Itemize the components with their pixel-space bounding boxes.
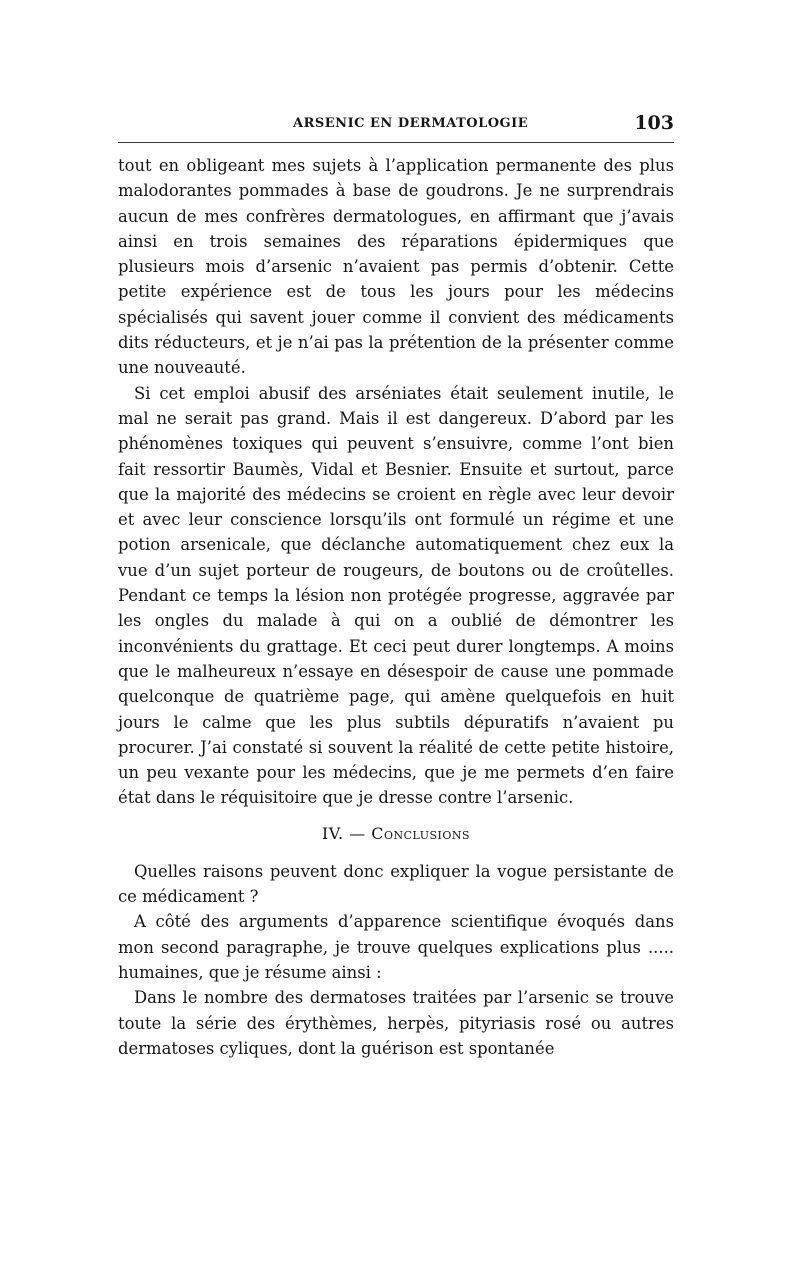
- book-page: [118, 112, 674, 1061]
- running-header: [118, 112, 674, 143]
- body-text: [118, 153, 674, 1061]
- paragraph-continued: tout en obligeant mes sujets à l’application permanente des plus malodorantes pommades à base de goudrons. Je ne surprendrais aucun de mes confrères dermatologues, en affirmant que j’avais ainsi en trois semaines des réparations épidermiques que plusieurs mois d’arsenic n’avaient pas permis d’obtenir. Cette petite expérience est de tous les jours pour les médecins spécialisés qui savent jouer comme il convient des médicaments dits réducteurs, et je n’ai pas la prétention de la présenter comme une nouveauté.: [118, 156, 674, 378]
- section-number: IV. —: [321, 823, 366, 843]
- paragraph-explanations: A côté des arguments d’apparence scientifique évoqués dans mon second paragraphe, je trouve quelques explications plus ..... humaines, que je résume ainsi :: [118, 912, 674, 982]
- section-heading: [118, 821, 674, 847]
- paragraph-question: Quelles raisons peuvent donc expliquer la vogue persistante de ce médicament ?: [118, 861, 674, 907]
- running-title: ARSENIC EN DERMATOLOGIE: [293, 116, 529, 131]
- paragraph-arseniates: Si cet emploi abusif des arséniates était seulement inutile, le mal ne serait pas grand. Mais il est dangereux. D’abord par les phénomènes toxiques qui peuvent s’ensuivre, comme l’ont bien fait ressortir Baumès, Vidal et Besnier. Ensuite et surtout, parce que la majorité des médecins se croient en règle avec leur devoir et avec leur conscience lorsqu’ils ont formulé un régime et une potion arsenicale, que déclanche automatiquement chez eux la vue d’un sujet porteur de rougeurs, de boutons ou de croûtelles. Pendant ce temps la lésion non protégée progresse, aggravée par les ongles du malade à qui on a oublié de démontrer les inconvénients du grattage. Et ceci peut durer longtemps. A moins que le malheureux n’essaye en désespoir de cause une pommade quelconque de quatrième page, qui amène quelquefois en huit jours le calme que les plus subtils dépuratifs n’avaient pu procurer. J’ai constaté si souvent la réalité de cette petite histoire, un peu vexante pour les médecins, que je me permets d’en faire état dans le réquisitoire que je dresse contre l’arsenic.: [118, 383, 674, 808]
- paragraph-dermatoses: Dans le nombre des dermatoses traitées par l’arsenic se trouve toute la série des érythèmes, herpès, pityriasis rosé ou autres dermatoses cyliques, dont la guérison est spontanée: [118, 988, 674, 1058]
- page-number: 103: [634, 112, 674, 134]
- section-title: Conclusions: [371, 823, 471, 843]
